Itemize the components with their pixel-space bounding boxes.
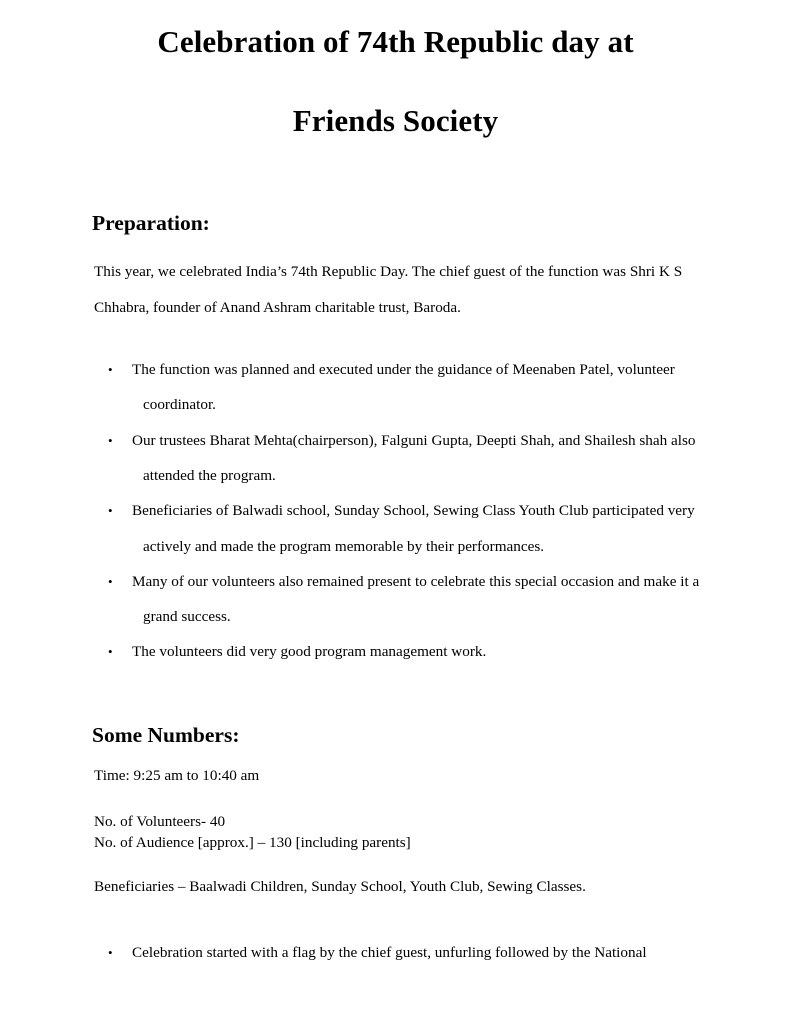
document-title-line-2: Friends Society bbox=[292, 103, 499, 138]
numbers-audience: No. of Audience [approx.] – 130 [including parents] bbox=[94, 834, 411, 852]
numbers-volunteers: No. of Volunteers- 40 bbox=[94, 812, 226, 830]
list-item: • Many of our volunteers also remained present to celebrate this special occasion and make it a grand success. bbox=[143, 564, 703, 635]
list-item: • The volunteers did very good program management work. bbox=[143, 634, 703, 669]
program-bullet-list bbox=[0, 935, 791, 970]
list-item: • Celebration started with a flag by the chief guest, unfurling followed by the National bbox=[143, 935, 703, 970]
numbers-time: Time: 9:25 am to 10:40 am bbox=[94, 767, 260, 785]
list-item: • The function was planned and executed under the guidance of Meenaben Patel, volunteer coordinator. bbox=[143, 352, 703, 423]
preparation-bullet-list bbox=[0, 352, 791, 669]
section-heading-preparation: Preparation: bbox=[92, 211, 210, 235]
numbers-beneficiaries: Beneficiaries – Baalwadi Children, Sunday School, Youth Club, Sewing Classes. bbox=[94, 877, 586, 895]
some-numbers-block bbox=[0, 765, 791, 897]
list-item: • Beneficiaries of Balwadi school, Sunday School, Sewing Class Youth Club participated very actively and made the program memorable by their performances. bbox=[143, 493, 703, 564]
list-item: • Our trustees Bharat Mehta(chairperson), Falguni Gupta, Deepti Shah, and Shailesh shah also attended the program. bbox=[143, 423, 703, 494]
section-heading-some-numbers: Some Numbers: bbox=[92, 722, 240, 747]
document-title-line-1: Celebration of 74th Republic day at bbox=[157, 24, 634, 59]
preparation-intro-paragraph: This year, we celebrated India’s 74th Republic Day. The chief guest of the function was Shri K S Chhabra, founder of Anand Ashram charitable trust, Baroda. bbox=[94, 262, 683, 317]
document-title bbox=[0, 0, 791, 136]
